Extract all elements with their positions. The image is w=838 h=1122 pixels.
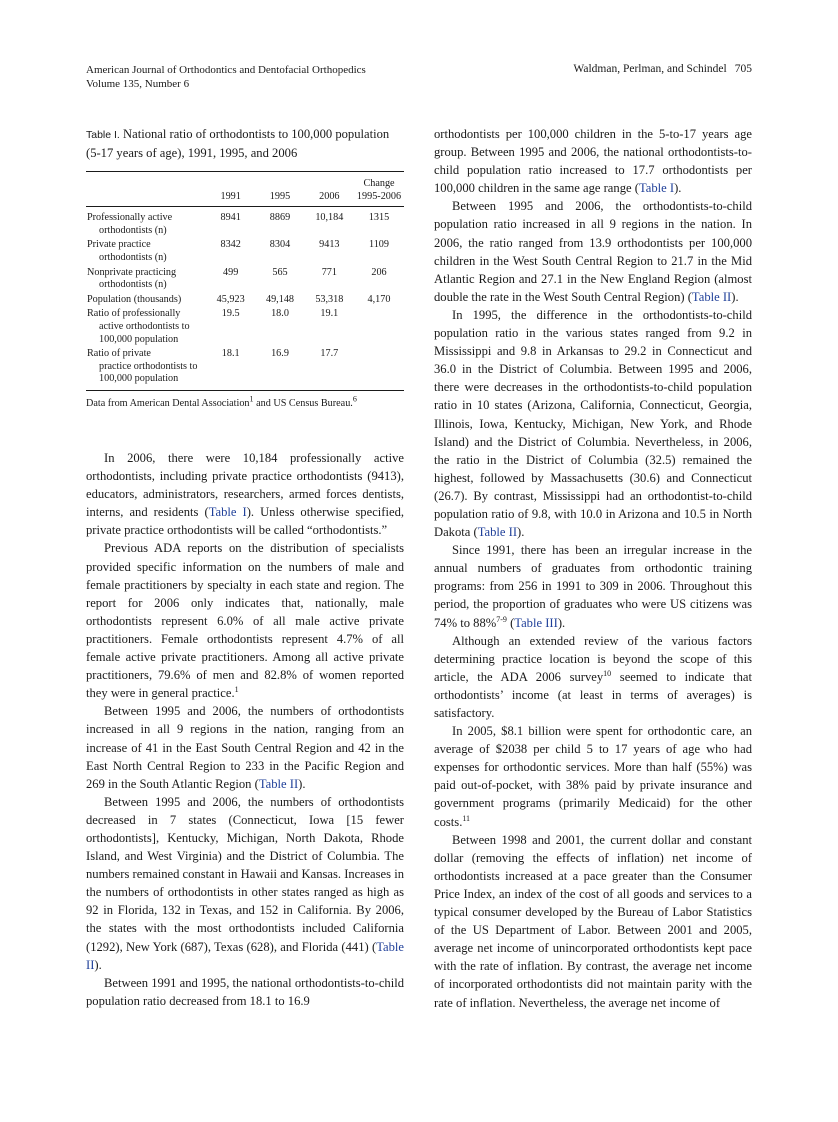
- table-link[interactable]: Table II: [477, 525, 518, 540]
- row-label-cont: practice orthodontists to 100,000 population: [99, 360, 198, 385]
- cell-change: [354, 346, 404, 390]
- cell-1991: 18.1: [206, 346, 255, 390]
- table-link[interactable]: Table III: [514, 615, 558, 630]
- author-names: Waldman, Perlman, and Schindel: [573, 63, 727, 75]
- cell-change: [354, 306, 404, 346]
- table-row: [86, 306, 404, 346]
- citation-superscript: 7-9: [496, 614, 507, 624]
- cell-2006: 9413: [319, 239, 340, 251]
- running-header-journal: [86, 63, 366, 91]
- row-label: [86, 207, 206, 238]
- table-link[interactable]: Table II: [258, 776, 299, 791]
- paragraph: Between 1995 and 2006, the numbers of orthodontists increased in all 9 regions in the nation, ranging from an increase of 41 in the East South Central Region and 42 in the East North Central Region to 233 in the Pacific Region and 269 in the South Atlantic Region (Table II).: [86, 704, 404, 791]
- journal-title: American Journal of Orthodontics and Dentofacial Orthopedics: [86, 64, 366, 76]
- paragraph: orthodontists per 100,000 children in the 5-to-17 years age group. Between 1995 and 2006, the national orthodontists-to-child population ratio increased to 17.7 orthodontists per 100,000 children in the same age range (Table I).: [434, 127, 752, 196]
- cell-1991: 499: [223, 266, 239, 278]
- paragraph: Between 1995 and 2006, the orthodontists-to-child population ratio increased in all 9 regions in the nation. In 2006, the ratio ranged from 13.9 orthodontists per 100,000 children in the West South Central Region to 21.7 in the Mid Atlantic Region and 27.1 in the New England Region (almost double the rate in the West South Central Region) (Table II).: [434, 199, 752, 304]
- table-header-row: [86, 178, 404, 207]
- row-label-main: Ratio of professionally: [87, 308, 181, 320]
- table-link[interactable]: Table I: [638, 181, 675, 196]
- cell-1995: 8869: [269, 212, 291, 224]
- table-link[interactable]: Table II: [86, 939, 404, 972]
- row-label-cont: orthodontists (n): [99, 279, 167, 291]
- table-1: [86, 171, 404, 391]
- row-label-cont: orthodontists (n): [99, 224, 167, 236]
- row-label: [86, 292, 206, 307]
- cell-change: 1315: [368, 212, 390, 224]
- row-label: [86, 306, 206, 346]
- row-label: [86, 265, 206, 292]
- citation-superscript: 1: [234, 685, 239, 695]
- row-label-main: Nonprivate practicing: [87, 266, 177, 278]
- running-header-authors: [573, 63, 752, 75]
- row-label-main: Ratio of private: [87, 348, 151, 360]
- table-footnote: [86, 395, 404, 413]
- table-caption: [86, 125, 404, 162]
- cell-2006: 53,318: [315, 293, 344, 305]
- cell-2006: 771: [321, 266, 337, 278]
- table-row: [86, 292, 404, 307]
- table-row: [86, 237, 404, 264]
- paragraph: In 2006, there were 10,184 professionally active orthodontists, including private practice orthodontists (9413), educators, administrators, researchers, armed forces dentists, interns, and residents (Table I). Unless otherwise specified, private practice orthodontists will be called “orthodontists.”: [86, 451, 405, 538]
- cell-1995: 49,148: [265, 293, 294, 305]
- paragraph: Between 1995 and 2006, the numbers of orthodontists decreased in 7 states (Connecticut, Iowa [15 fewer orthodontists], Kentucky, Michigan, North Dakota, Rhode Island, and West Virginia) and the District of Columbia. The numbers remained constant in Hawaii and Kansas. Increases in the numbers of orthodontists in other states ranged as high as 92 in Florida, 132 in Texas, and 152 in California. By 2006, the states with the most orthodontists included California (1292), New York (687), Texas (628), and Florida (441) (Table II).: [86, 794, 404, 972]
- cell-2006: 10,184: [315, 212, 344, 224]
- row-label-cont: active orthodontists to 100,000 population: [99, 320, 190, 345]
- cell-change: 206: [371, 266, 387, 278]
- table-header-cell: [86, 178, 206, 207]
- citation-superscript: 10: [603, 668, 612, 678]
- row-label-main: Private practice: [87, 239, 151, 251]
- citation-superscript: 6: [352, 394, 357, 404]
- footnote-text: and US Census Bureau.: [253, 397, 353, 409]
- row-label-cont: orthodontists (n): [99, 251, 167, 263]
- cell-1991: 8941: [220, 212, 241, 224]
- cell-1991: 19.5: [221, 308, 240, 320]
- page-number: 705: [734, 63, 752, 75]
- row-label: [86, 237, 206, 264]
- paragraph: Between 1998 and 2001, the current dollar and constant dollar (removing the effects of inflation) net income of orthodontists increased at a pace greater than the Consumer Price Index, an index of the cost of all goods and services to a typical consumer developed by the Bureau of Labor Statistics of the US Department of Labor. Between 2001 and 2005, average net income of unincorporated orthodontists kept pace with the rate of inflation. By contrast, the average net income of incorporated orthodontists did not maintain parity with the rate of inflation. Nevertheless, the average net income of: [434, 832, 752, 1010]
- cell-1995: 16.9: [255, 346, 304, 390]
- paragraph: Although an extended review of the various factors determining practice location is beyond the scope of this article, the ADA 2006 survey$^{10}$ seemed to indicate that orthodontists’ income (at least in terms of averages) is satisfactory.: [434, 633, 752, 720]
- paragraph: Between 1991 and 1995, the national orthodontists-to-child population ratio decreased from 18.1 to 16.9: [86, 975, 404, 1008]
- table-header-cell: Change 1995-2006: [354, 178, 404, 207]
- citation-superscript: 1: [249, 394, 254, 404]
- cell-change: 4,170: [367, 293, 391, 305]
- left-column: [86, 125, 404, 1010]
- cell-1995: 18.0: [271, 308, 289, 320]
- table-row: [86, 346, 404, 390]
- table-caption-text: National ratio of orthodontists to 100,000 population (5-17 years of age), 1991, 1995, and 2006: [86, 127, 390, 160]
- table-link[interactable]: Table II: [691, 289, 732, 304]
- journal-volume: Volume 135, Number 6: [86, 78, 190, 90]
- table-header-cell: 1991: [206, 178, 255, 207]
- table-link[interactable]: Table I: [208, 505, 247, 520]
- paragraph: Previous ADA reports on the distribution of specialists provided specific information on the numbers of male and female practitioners by specialty in each state and region. The report for 2006 only indicates that, nationally, male orthodontists represent 6.0% of all male active private practitioners. Female orthodontists represent 4.7% of all female active private practitioners. Among all active private practitioners, 79.6% of men and 82.8% of women reported they were in general practice.$^1$: [86, 541, 404, 701]
- table-header-cell: 1995: [255, 178, 304, 207]
- row-label-main: Professionally active: [87, 212, 173, 224]
- paragraph: In 1995, the difference in the orthodontists-to-child population ratio in the various states ranged from 9.2 in Mississippi and 9.8 in Arkansas to 29.2 in Connecticut and 36.0 in the District of Columbia. Between 1995 and 2006, there were decreases in the orthodontists-to-child population ratio in 10 states (Arizona, California, Connecticut, Georgia, Illinois, Iowa, Kentucky, Michigan, New York, and Rhode Island) and the District of Columbia. Nevertheless, in 2006, the ratio in the District of Columbia (32.5) remained the highest, followed by Massachusetts (30.6) and Connecticut (26.7). By contrast, Mississippi had an orthodontist-to-child population ratio of 9.8, with 10.0 in Arizona and 10.5 in North Dakota (Table II).: [434, 307, 752, 540]
- paragraph: Since 1991, there has been an irregular increase in the annual numbers of graduates from orthodontic training programs: from 256 in 1991 to 309 in 2006. Throughout this period, the proportion of graduates who were US citizens was 74% to 88%$^{7-9}$ (Table III).: [434, 543, 752, 630]
- cell-1991: 8342: [220, 239, 241, 251]
- right-column: [434, 125, 752, 1012]
- table-label: Table I.: [86, 129, 120, 141]
- citation-superscript: 11: [462, 813, 471, 823]
- row-label: [86, 346, 206, 390]
- cell-2006: 19.1: [320, 308, 339, 320]
- table-row: [86, 265, 404, 292]
- cell-change: 1109: [369, 239, 389, 251]
- cell-2006: 17.7: [305, 346, 354, 390]
- cell-1995: 8304: [269, 239, 291, 251]
- row-label-main: Population (thousands): [87, 293, 182, 305]
- table-row: [86, 207, 404, 238]
- cell-1995: 565: [272, 266, 288, 278]
- table-header-cell: 2006: [305, 178, 354, 207]
- cell-1991: 45,923: [216, 293, 245, 305]
- paragraph: In 2005, $8.1 billion were spent for orthodontic care, an average of $2038 per child 5 to 17 years of age who had expenses for orthodontic services. More than half (55%) was paid out-of-pocket, with 38% paid by private insurance and government programs (primarily Medicaid) for the other costs.$^{11}$: [434, 724, 752, 829]
- footnote-text: Data from American Dental Association: [86, 397, 250, 409]
